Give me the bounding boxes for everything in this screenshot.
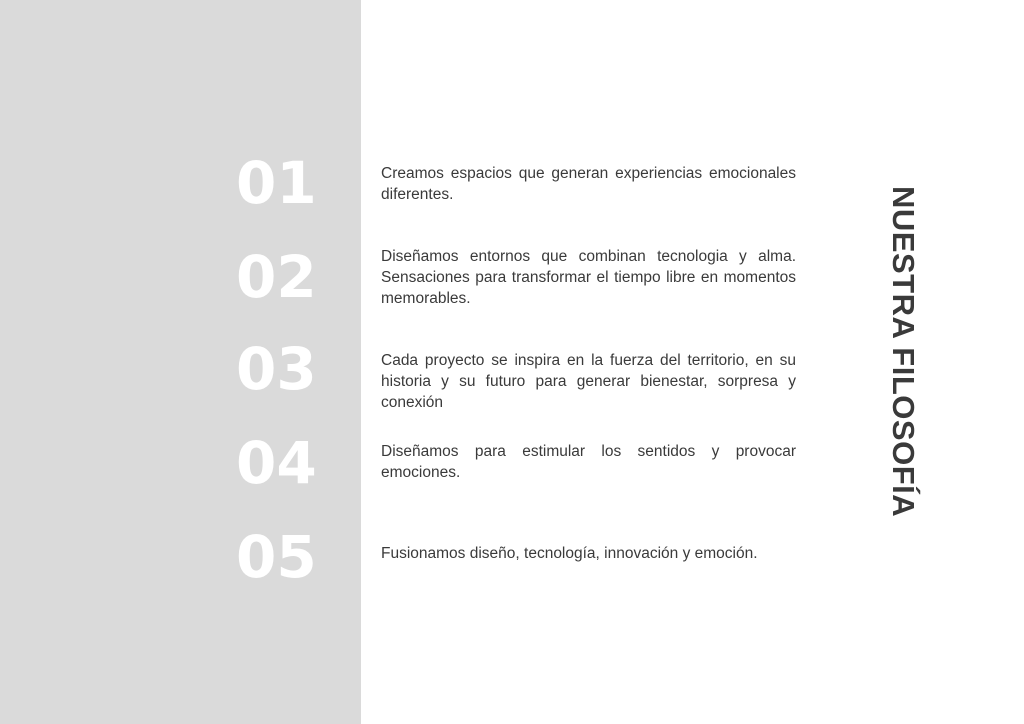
item-text-04: Diseñamos para estimular los sentidos y provocar emociones. bbox=[381, 443, 796, 481]
section-title bbox=[880, 186, 926, 546]
side-panel bbox=[0, 0, 361, 724]
item-text-01: Creamos espacios que generan experiencias emocionales diferentes. bbox=[381, 165, 796, 203]
item-text-02: Diseñamos entornos que combinan tecnologia y alma. Sensaciones para transformar el tiempo libre en momentos memorables. bbox=[381, 248, 796, 307]
item-number-04: 04 bbox=[236, 429, 317, 497]
item-number-03: 03 bbox=[236, 335, 317, 403]
item-text-05: Fusionamos diseño, tecnología, innovación y emoción. bbox=[381, 545, 758, 562]
item-number-01: 01 bbox=[236, 149, 317, 217]
item-number-05: 05 bbox=[236, 523, 317, 591]
item-number-02: 02 bbox=[236, 243, 317, 311]
item-text-03: Cada proyecto se inspira en la fuerza del territorio, en su historia y su futuro para generar bienestar, sorpresa y conexión bbox=[381, 352, 796, 411]
section-title-text: NUESTRA FILOSOFÍA bbox=[886, 186, 921, 518]
